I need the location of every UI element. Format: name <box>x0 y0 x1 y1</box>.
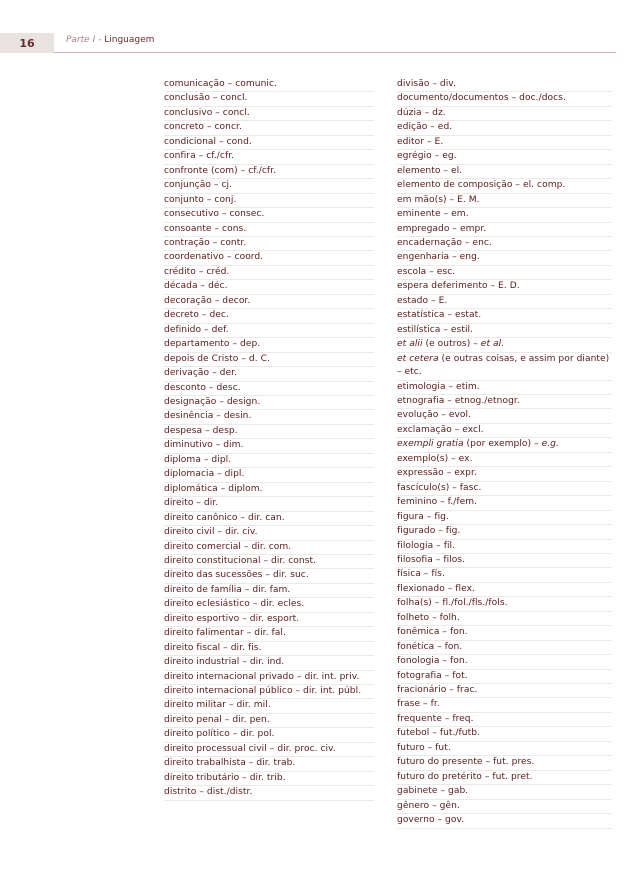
abbreviation-entry: fracionário – frac. <box>397 684 612 698</box>
abbreviation-entry: egrégio – eg. <box>397 150 612 164</box>
abbreviation-entry: exemplo(s) – ex. <box>397 453 612 467</box>
page-number-tab <box>0 33 54 53</box>
header-rule <box>54 52 616 53</box>
abbreviation-entry: evolução – evol. <box>397 409 612 423</box>
abbreviation-entry: dúzia – dz. <box>397 107 612 121</box>
abbreviation-entry: física – fís. <box>397 568 612 582</box>
abbreviation-entry: conclusivo – concl. <box>164 107 374 121</box>
abbreviation-entry: concreto – concr. <box>164 121 374 135</box>
abbreviation-entry: depois de Cristo – d. C. <box>164 353 374 367</box>
abbreviation-entry: fonética – fon. <box>397 641 612 655</box>
abbreviation-entry: expressão – expr. <box>397 467 612 481</box>
abbreviation-entry: eminente – em. <box>397 208 612 222</box>
abbreviation-entry: crédito – créd. <box>164 266 374 280</box>
abbreviation-entry: conclusão – concl. <box>164 92 374 106</box>
abbreviation-entry: futuro do pretérito – fut. pret. <box>397 771 612 785</box>
abbreviation-entry: direito internacional privado – dir. int. priv. <box>164 671 374 685</box>
abbreviation-entry: direito internacional público – dir. int. públ. <box>164 685 374 699</box>
abbreviation-entry: desinência – desin. <box>164 410 374 424</box>
abbreviation-entry: consoante – cons. <box>164 223 374 237</box>
abbreviation-entry: comunicação – comunic. <box>164 78 374 92</box>
abbreviation-entry: editor – E. <box>397 136 612 150</box>
abbreviation-entry: distrito – dist./distr. <box>164 786 374 800</box>
abbreviation-entry: divisão – div. <box>397 78 612 92</box>
abbreviation-entry: feminino – f./fem. <box>397 496 612 510</box>
abbreviation-entry: gênero – gên. <box>397 800 612 814</box>
abbreviation-entry: direito comercial – dir. com. <box>164 541 374 555</box>
abbreviation-entry: direito político – dir. pol. <box>164 728 374 742</box>
abbreviation-entry: etimologia – etim. <box>397 381 612 395</box>
abbreviation-entry: diminutivo – dim. <box>164 439 374 453</box>
abbreviation-entry: direito eclesiástico – dir. ecles. <box>164 598 374 612</box>
abbreviation-entry: fascículo(s) – fasc. <box>397 482 612 496</box>
abbreviation-entry: conjunto – conj. <box>164 194 374 208</box>
abbreviation-entry: futuro do presente – fut. pres. <box>397 756 612 770</box>
abbreviation-entry: et alii (e outros) – et al. <box>397 338 612 352</box>
abbreviation-entry: decreto – dec. <box>164 309 374 323</box>
abbreviation-entry: derivação – der. <box>164 367 374 381</box>
abbreviation-entry: despesa – desp. <box>164 425 374 439</box>
abbreviation-entry: direito constitucional – dir. const. <box>164 555 374 569</box>
abbreviation-entry: designação – design. <box>164 396 374 410</box>
abbreviation-entry: diploma – dipl. <box>164 454 374 468</box>
abbreviation-entry: frase – fr. <box>397 698 612 712</box>
abbreviation-entry: figurado – fig. <box>397 525 612 539</box>
abbreviation-entry: direito falimentar – dir. fal. <box>164 627 374 641</box>
running-header <box>66 35 154 45</box>
abbreviation-entry: estado – E. <box>397 295 612 309</box>
abbreviation-entry: condicional – cond. <box>164 136 374 150</box>
abbreviation-entry: desconto – desc. <box>164 382 374 396</box>
abbreviation-entry: conjunção – cj. <box>164 179 374 193</box>
abbreviation-entry: direito penal – dir. pen. <box>164 714 374 728</box>
abbreviation-entry: estatística – estat. <box>397 309 612 323</box>
abbreviation-entry: elemento de composição – el. comp. <box>397 179 612 193</box>
abbreviation-entry: coordenativo – coord. <box>164 251 374 265</box>
abbreviation-entry: direito civil – dir. civ. <box>164 526 374 540</box>
abbreviation-entry: frequente – freq. <box>397 713 612 727</box>
abbreviation-entry: filosofia – filos. <box>397 554 612 568</box>
abbreviation-entry: década – déc. <box>164 280 374 294</box>
abbreviation-entry: contração – contr. <box>164 237 374 251</box>
abbreviation-entry: exempli gratia (por exemplo) – e.g. <box>397 438 612 452</box>
abbreviation-entry: fonologia – fon. <box>397 655 612 669</box>
abbreviation-entry: figura – fig. <box>397 511 612 525</box>
abbreviation-entry: escola – esc. <box>397 266 612 280</box>
abbreviation-entry: futebol – fut./futb. <box>397 727 612 741</box>
abbreviation-entry: direito industrial – dir. ind. <box>164 656 374 670</box>
header-title: Linguagem <box>104 35 155 45</box>
abbreviation-entry: elemento – el. <box>397 165 612 179</box>
abbreviation-entry: direito processual civil – dir. proc. civ. <box>164 743 374 757</box>
abbreviation-entry: decoração – decor. <box>164 295 374 309</box>
abbreviation-entry: filologia – fil. <box>397 540 612 554</box>
abbreviation-entry: engenharia – eng. <box>397 251 612 265</box>
abbreviation-entry: consecutivo – consec. <box>164 208 374 222</box>
abbreviation-entry: definido – def. <box>164 324 374 338</box>
abbreviation-entry: direito trabalhista – dir. trab. <box>164 757 374 771</box>
abbreviation-entry: et cetera (e outras coisas, e assim por diante) – etc. <box>397 353 612 381</box>
abbreviation-entry: em mão(s) – E. M. <box>397 194 612 208</box>
header-separator: - <box>95 35 105 45</box>
abbreviation-entry: futuro – fut. <box>397 742 612 756</box>
abbreviation-column-left <box>164 78 374 801</box>
abbreviation-entry: folheto – folh. <box>397 612 612 626</box>
abbreviation-entry: etnografia – etnog./etnogr. <box>397 395 612 409</box>
abbreviation-entry: fotografia – fot. <box>397 670 612 684</box>
abbreviation-entry: governo – gov. <box>397 814 612 828</box>
abbreviation-entry: fonêmica – fon. <box>397 626 612 640</box>
header-part: Parte I <box>66 35 96 45</box>
abbreviation-entry: documento/documentos – doc./docs. <box>397 92 612 106</box>
abbreviation-entry: diplomacia – dipl. <box>164 468 374 482</box>
abbreviation-entry: gabinete – gab. <box>397 785 612 799</box>
abbreviation-entry: empregado – empr. <box>397 223 612 237</box>
abbreviation-entry: espera deferimento – E. D. <box>397 280 612 294</box>
abbreviation-entry: direito militar – dir. mil. <box>164 699 374 713</box>
abbreviation-entry: departamento – dep. <box>164 338 374 352</box>
abbreviation-entry: edição – ed. <box>397 121 612 135</box>
abbreviation-entry: folha(s) – fl./fol./fls./fols. <box>397 597 612 611</box>
abbreviation-column-right <box>397 78 612 829</box>
abbreviation-entry: direito tributário – dir. trib. <box>164 772 374 786</box>
abbreviation-entry: direito das sucessões – dir. suc. <box>164 569 374 583</box>
abbreviation-entry: confira – cf./cfr. <box>164 150 374 164</box>
abbreviation-entry: direito de família – dir. fam. <box>164 584 374 598</box>
abbreviation-entry: diplomática – diplom. <box>164 483 374 497</box>
abbreviation-entry: direito – dir. <box>164 497 374 511</box>
abbreviation-entry: exclamação – excl. <box>397 424 612 438</box>
abbreviation-entry: direito canônico – dir. can. <box>164 512 374 526</box>
abbreviation-entry: flexionado – flex. <box>397 583 612 597</box>
page-number: 16 <box>19 36 35 50</box>
abbreviation-entry: estilística – estil. <box>397 324 612 338</box>
abbreviation-entry: direito esportivo – dir. esport. <box>164 613 374 627</box>
abbreviation-entry: encadernação – enc. <box>397 237 612 251</box>
abbreviation-entry: direito fiscal – dir. fis. <box>164 642 374 656</box>
abbreviation-entry: confronte (com) – cf./cfr. <box>164 165 374 179</box>
